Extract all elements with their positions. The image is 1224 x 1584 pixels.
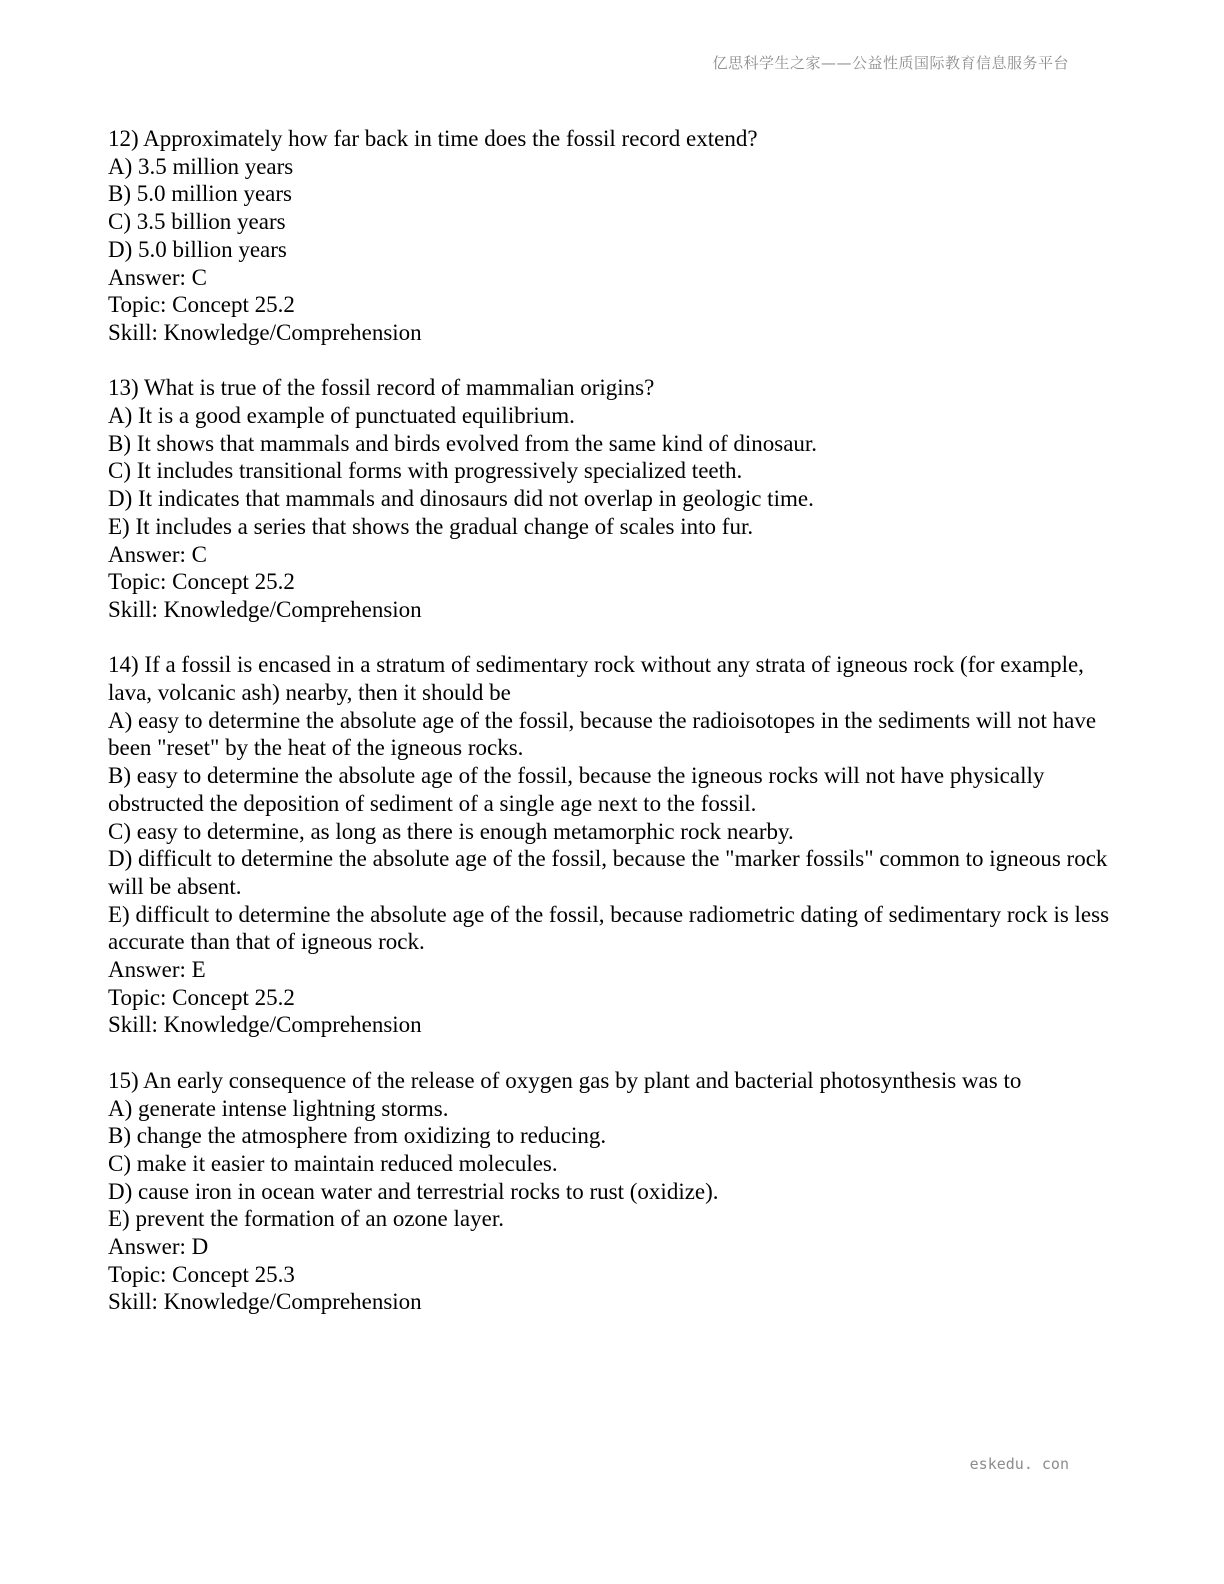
option-c: C) make it easier to maintain reduced molecules. <box>108 1150 558 1176</box>
option-b: B) easy to determine the absolute age of the fossil, because the igneous rocks will not have physically obstructed the deposition of sediment of a single age next to the fossil. <box>108 763 1045 816</box>
topic-line: Topic: Concept 25.2 <box>108 292 295 318</box>
question-12 <box>108 125 1118 347</box>
topic-line: Topic: Concept 25.2 <box>108 984 295 1010</box>
question-stem: 12) Approximately how far back in time does the fossil record extend? <box>108 126 758 151</box>
option-c: C) It includes transitional forms with progressively specialized teeth. <box>108 458 743 484</box>
option-c: C) 3.5 billion years <box>108 209 286 235</box>
option-c: C) easy to determine, as long as there is enough metamorphic rock nearby. <box>108 818 794 844</box>
skill-line: Skill: Knowledge/Comprehension <box>108 596 422 622</box>
question-13 <box>108 374 1118 623</box>
option-a: A) It is a good example of punctuated equilibrium. <box>108 403 575 429</box>
skill-line: Skill: Knowledge/Comprehension <box>108 319 422 345</box>
topic-line: Topic: Concept 25.3 <box>108 1261 295 1287</box>
option-d: D) 5.0 billion years <box>108 236 287 262</box>
answer-line: Answer: E <box>108 957 206 983</box>
option-a: A) 3.5 million years <box>108 153 294 179</box>
answer-line: Answer: D <box>108 1234 209 1260</box>
option-e: E) prevent the formation of an ozone layer. <box>108 1206 504 1232</box>
page-header: 亿思科学生之家——公益性质国际教育信息服务平台 <box>712 54 1069 72</box>
option-e: E) It includes a series that shows the gradual change of scales into fur. <box>108 513 754 539</box>
option-b: B) It shows that mammals and birds evolved from the same kind of dinosaur. <box>108 430 818 456</box>
page-footer: eskedu. con <box>969 1455 1069 1473</box>
question-15 <box>108 1067 1118 1316</box>
option-e: E) difficult to determine the absolute age of the fossil, because radiometric dating of sedimentary rock is less accurate than that of igneous rock. <box>108 901 1110 955</box>
option-b: B) 5.0 million years <box>108 181 292 207</box>
question-14 <box>108 651 1118 1039</box>
option-a: A) generate intense lightning storms. <box>108 1095 449 1121</box>
option-d: D) difficult to determine the absolute age of the fossil, because the "marker fossils" common to igneous rock will be absent. <box>108 846 1108 899</box>
question-stem: 15) An early consequence of the release of oxygen gas by plant and bacterial photosynthesis was to <box>108 1067 1022 1093</box>
option-d: D) It indicates that mammals and dinosaurs did not overlap in geologic time. <box>108 486 814 512</box>
question-stem: 14) If a fossil is encased in a stratum of sedimentary rock without any strata of igneous rock (for example, lava, volcanic ash) nearby, then it should be <box>108 652 1084 706</box>
question-stem: 13) What is true of the fossil record of mammalian origins? <box>108 375 655 401</box>
skill-line: Skill: Knowledge/Comprehension <box>108 1289 422 1315</box>
answer-line: Answer: C <box>108 541 208 567</box>
skill-line: Skill: Knowledge/Comprehension <box>108 1012 422 1038</box>
question-list <box>108 125 1118 1344</box>
option-d: D) cause iron in ocean water and terrestrial rocks to rust (oxidize). <box>108 1178 719 1204</box>
topic-line: Topic: Concept 25.2 <box>108 569 295 595</box>
option-a: A) easy to determine the absolute age of the fossil, because the radioisotopes in the sediments will not have been "reset" by the heat of the igneous rocks. <box>108 707 1097 761</box>
option-b: B) change the atmosphere from oxidizing to reducing. <box>108 1123 607 1149</box>
answer-line: Answer: C <box>108 264 208 290</box>
